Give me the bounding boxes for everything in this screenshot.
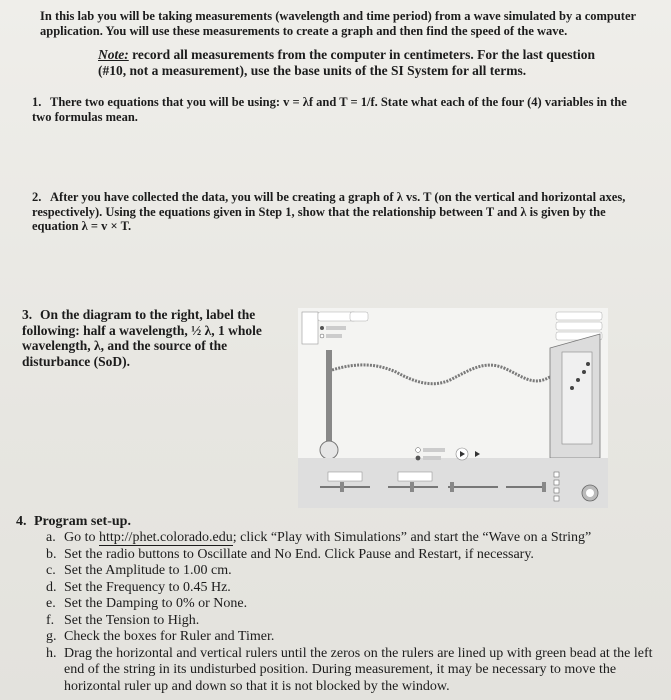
intro-paragraph: In this lab you will be taking measurements (wavelength and time period) from a wave simulated by a computer application. You will use these measurements to create a graph and then find the speed of the wave. [40,9,636,38]
step-text: Set the radio buttons to Oscillate and No End. Click Pause and Restart, if necessary. [64,546,534,562]
phet-link[interactable]: http://phet.colorado.edu [99,530,233,545]
step-a [46,530,666,547]
step-c [46,563,666,580]
step-text: Set the Tension to High. [64,612,200,628]
step-letter: c. [46,563,56,578]
wave-on-string-simulation-diagram [298,308,608,508]
restart-button [350,312,368,321]
step-a-prefix: Go to [64,530,99,545]
step-letter: f. [46,612,55,628]
step-text: Drag the horizontal and vertical rulers until the zeros on the rulers are lined up with green bead at the left end of the string in its undisturbed position. During measurement, it may be necessary to move the horizontal ruler up and down so that it is not blocked by the window. [64,645,653,694]
question-4-title: Program set-up. [34,514,131,529]
question-1 [32,95,632,124]
note-label: Note: [98,47,129,62]
note-text: record all measurements from the computer in centimeters. For the last question (#10, not a measurement), use the base units of the SI System for all terms. [98,47,596,78]
ruler-vertical-icon [302,312,318,344]
question-4 [16,513,666,695]
step-letter: d. [46,579,57,595]
question-2-number: 2. [32,190,42,204]
step-text: Check the boxes for Ruler and Timer. [64,629,275,644]
question-4-number: 4. [16,514,27,529]
step-letter: g. [46,629,57,644]
step-text: Set the Amplitude to 1.00 cm. [64,563,232,578]
step-letter: b. [46,546,57,562]
oscillator-post [326,350,332,450]
step-e [46,596,666,613]
program-setup-steps [16,530,666,695]
question-4-heading [16,513,666,530]
step-a-suffix: ; click “Play with Simulations” and start the “Wave on a String” [232,530,592,545]
step-h [46,646,666,696]
note-paragraph [98,47,618,79]
question-3-text: On the diagram to the right, label the following: half a wavelength, ½ λ, 1 whole wavelength, λ, and the source of the disturbance (SoD). [22,307,262,369]
step-b [46,547,666,564]
step-g [46,629,666,646]
step-text: Set the Frequency to 0.45 Hz. [64,579,231,595]
question-1-text: There two equations that you will be using: v = λf and T = 1/f. State what each of the four (4) variables in the two formulas mean. [32,95,627,124]
question-1-number: 1. [32,95,42,109]
question-2 [32,190,642,234]
oscillator-wheel [320,441,338,459]
step-letter: a. [46,530,56,545]
step-letter: e. [46,596,56,611]
question-3-number: 3. [22,307,33,322]
step-text: Set the Damping to 0% or None. [64,596,248,611]
question-2-text: After you have collected the data, you will be creating a graph of λ vs. T (on the vertical and horizontal axes, respectively). Using the equations given in Step 1, show that the relationship between T and λ is given by the equation λ = v × T. [32,190,626,233]
step-f [46,613,666,630]
step-d [46,580,666,597]
step-letter: h. [46,645,57,661]
question-3 [22,307,282,369]
